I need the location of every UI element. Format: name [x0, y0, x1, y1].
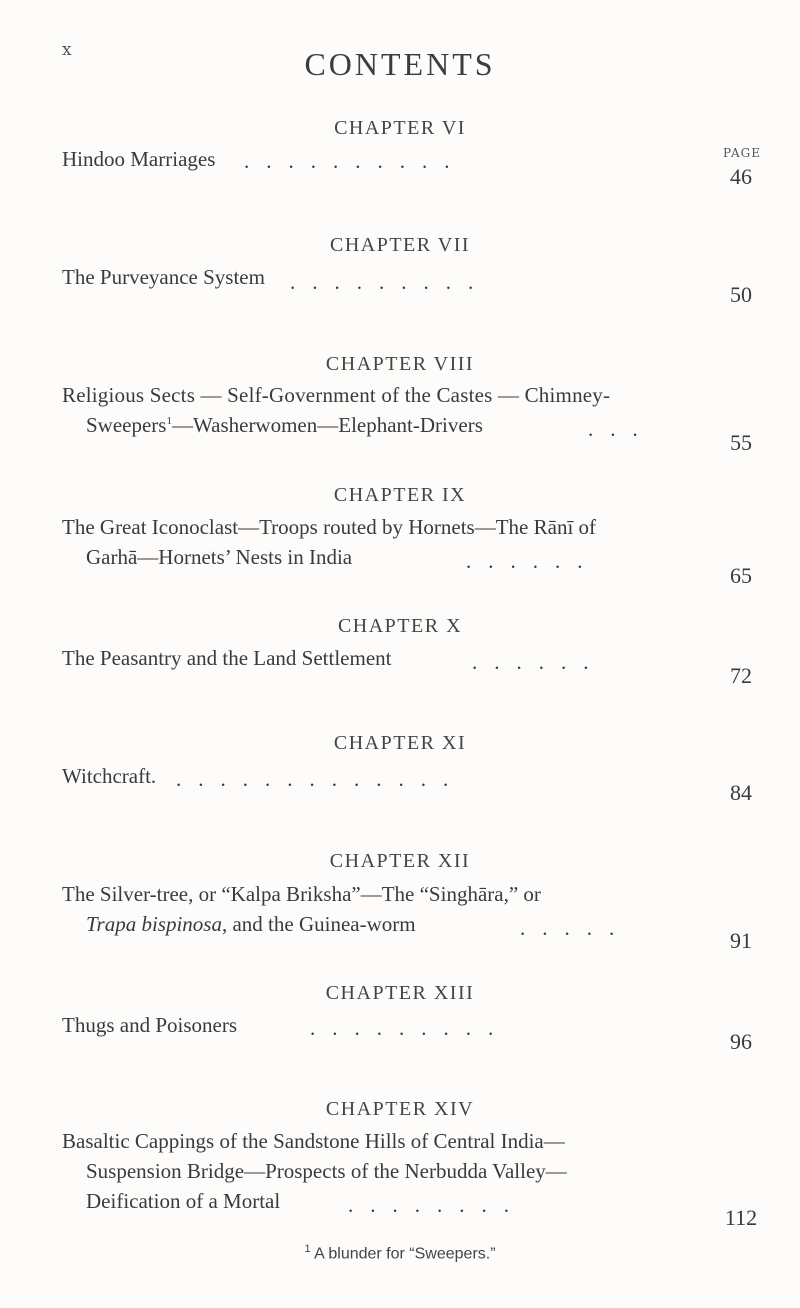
dot-leader: .............	[176, 767, 466, 791]
footnote-marker: 1	[166, 415, 172, 427]
page-column-label: PAGE	[723, 146, 761, 160]
entry-title-viii-line2: Sweepers$^1$—Washerwomen—Elephant-Drivers	[86, 413, 483, 437]
footnote-text: A blunder for “Sweepers.”	[314, 1245, 496, 1263]
chapter-heading-viii: CHAPTER VIII	[325, 353, 475, 375]
entry-title-ix-line1: The Great Iconoclast—Troops routed by Hornets—The Rānī of	[62, 515, 597, 539]
entry-title-viii-line1: Religious Sects — Self-Government of the Castes — Chimney-	[62, 383, 611, 407]
page-number-roman: x	[62, 40, 73, 60]
chapter-heading-xiii: CHAPTER XIII	[325, 982, 475, 1004]
entry-title-xiv-line1: Basaltic Cappings of the Sandstone Hills of Central India—	[62, 1129, 565, 1153]
dot-leader: .........	[310, 1016, 511, 1040]
page-number-x: 72	[730, 663, 752, 688]
chapter-heading-vii: CHAPTER VII	[329, 234, 471, 256]
entry-title-vii: The Purveyance System	[62, 265, 265, 289]
entry-title-xi: Witchcraft.	[62, 764, 157, 788]
page-number-ix: 65	[730, 563, 752, 588]
page-number-vii: 50	[730, 282, 752, 307]
entry-title-xiv-line2: Suspension Bridge—Prospects of the Nerbudda Valley—	[86, 1159, 567, 1183]
dot-leader: ......	[466, 549, 600, 573]
chapter-heading-xii: CHAPTER XII	[329, 850, 471, 872]
entry-title-ix-line2: Garhā—Hornets’ Nests in India	[86, 545, 353, 569]
dot-leader: .........	[290, 270, 491, 294]
chapter-heading-vi: CHAPTER VI	[334, 117, 466, 139]
footnote	[0, 1243, 800, 1263]
page-title: CONTENTS	[304, 46, 496, 82]
page-number-xi: 84	[730, 780, 752, 805]
page-number-viii: 55	[730, 430, 752, 455]
page-number-xii: 91	[730, 928, 752, 953]
dot-leader: ..........	[244, 149, 467, 173]
entry-title-xiii: Thugs and Poisoners	[62, 1013, 237, 1037]
entry-title-xii-line2: Trapa bispinosa, and the Guinea-worm	[86, 912, 416, 936]
entry-title-vi: Hindoo Marriages	[62, 147, 216, 171]
page-number-xiii: 96	[730, 1029, 752, 1054]
dot-leader: ...	[588, 417, 655, 441]
page-number-xiv: 112	[724, 1205, 758, 1230]
entry-title-x: The Peasantry and the Land Settlement	[62, 646, 392, 670]
chapter-heading-x: CHAPTER X	[337, 615, 463, 637]
entry-title-xiv-line3: Deification of a Mortal	[86, 1189, 281, 1213]
entry-title-xii-line1: The Silver-tree, or “Kalpa Briksha”—The “Singhāra,” or	[62, 882, 541, 906]
dot-leader: ........	[348, 1193, 526, 1217]
page-number-vi: 46	[730, 164, 752, 189]
chapter-heading-xiv: CHAPTER XIV	[325, 1098, 475, 1120]
chapter-heading-ix: CHAPTER IX	[333, 484, 467, 506]
dot-leader: ......	[472, 650, 606, 674]
dot-leader: .....	[520, 916, 632, 940]
footnote-number: 1	[304, 1243, 311, 1255]
chapter-heading-xi: CHAPTER XI	[333, 732, 467, 754]
